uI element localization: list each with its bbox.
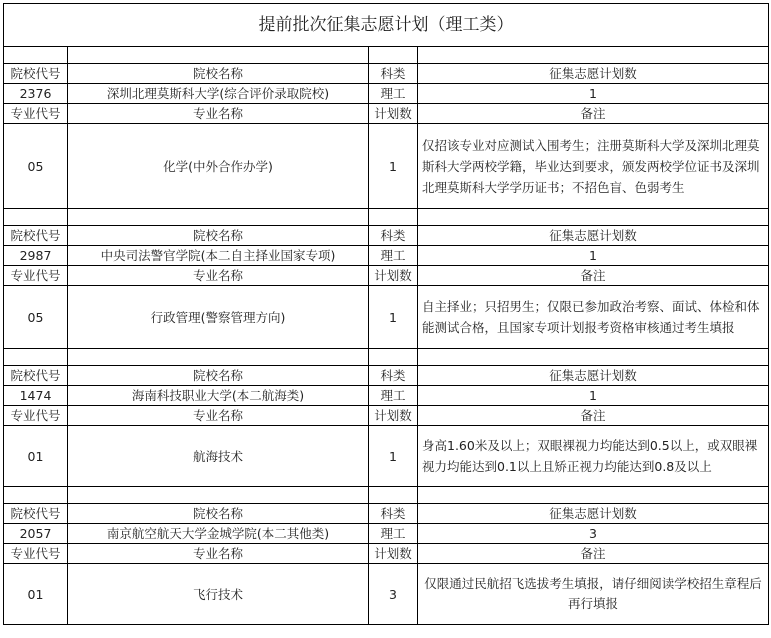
- category-header: 科类: [369, 366, 418, 386]
- remark-header: 备注: [418, 406, 769, 426]
- spacer-row: [4, 209, 769, 226]
- school-code: 2987: [4, 246, 68, 266]
- major-count: 1: [369, 124, 418, 209]
- school-category: 理工: [369, 246, 418, 266]
- plan-header: 征集志愿计划数: [418, 226, 769, 246]
- school-plan: 1: [418, 246, 769, 266]
- school-plan: 3: [418, 524, 769, 544]
- plan-header: 征集志愿计划数: [418, 366, 769, 386]
- major-header-row: [4, 266, 769, 286]
- plan-count-header: 计划数: [369, 406, 418, 426]
- major-code-header: 专业代号: [4, 104, 68, 124]
- major-row: [4, 286, 769, 349]
- major-row: [4, 564, 769, 625]
- major-name: 飞行技术: [68, 564, 369, 625]
- major-remark: 仅限通过民航招飞选拔考生填报，请仔细阅读学校招生章程后再行填报: [418, 564, 769, 625]
- major-name: 化学(中外合作办学): [68, 124, 369, 209]
- school-code-header: 院校代号: [4, 366, 68, 386]
- school-name: 中央司法警官学院(本二自主择业国家专项): [68, 246, 369, 266]
- school-row: [4, 524, 769, 544]
- school-name: 海南科技职业大学(本二航海类): [68, 386, 369, 406]
- spacer-row: [4, 349, 769, 366]
- school-code-header: 院校代号: [4, 64, 68, 84]
- school-code: 2376: [4, 84, 68, 104]
- school-plan: 1: [418, 84, 769, 104]
- school-row: [4, 386, 769, 406]
- plan-table: [3, 3, 769, 625]
- school-code-header: 院校代号: [4, 504, 68, 524]
- plan-count-header: 计划数: [369, 544, 418, 564]
- plan-header: 征集志愿计划数: [418, 504, 769, 524]
- major-code-header: 专业代号: [4, 406, 68, 426]
- major-remark: 身高1.60米及以上；双眼裸视力均能达到0.5以上，或双眼裸视力均能达到0.1以上且矫正视力均能达到0.8及以上: [418, 426, 769, 487]
- school-name-header: 院校名称: [68, 366, 369, 386]
- school-code-header: 院校代号: [4, 226, 68, 246]
- major-name-header: 专业名称: [68, 544, 369, 564]
- school-name-header: 院校名称: [68, 226, 369, 246]
- school-category: 理工: [369, 524, 418, 544]
- plan-header: 征集志愿计划数: [418, 64, 769, 84]
- major-name: 航海技术: [68, 426, 369, 487]
- school-name: 深圳北理莫斯科大学(综合评价录取院校): [68, 84, 369, 104]
- major-row: [4, 124, 769, 209]
- remark-header: 备注: [418, 544, 769, 564]
- major-row: [4, 426, 769, 487]
- plan-count-header: 计划数: [369, 266, 418, 286]
- school-header-row: [4, 504, 769, 524]
- major-name-header: 专业名称: [68, 406, 369, 426]
- school-category: 理工: [369, 84, 418, 104]
- school-header-row: [4, 64, 769, 84]
- school-row: [4, 84, 769, 104]
- school-plan: 1: [418, 386, 769, 406]
- school-code: 1474: [4, 386, 68, 406]
- major-remark: 自主择业；只招男生；仅限已参加政治考察、面试、体检和体能测试合格，且国家专项计划报考资格审核通过考生填报: [418, 286, 769, 349]
- major-name-header: 专业名称: [68, 266, 369, 286]
- remark-header: 备注: [418, 266, 769, 286]
- major-name: 行政管理(警察管理方向): [68, 286, 369, 349]
- major-code: 05: [4, 124, 68, 209]
- major-header-row: [4, 104, 769, 124]
- major-code: 05: [4, 286, 68, 349]
- major-header-row: [4, 544, 769, 564]
- school-code: 2057: [4, 524, 68, 544]
- school-name-header: 院校名称: [68, 64, 369, 84]
- major-code: 01: [4, 564, 68, 625]
- school-row: [4, 246, 769, 266]
- school-header-row: [4, 366, 769, 386]
- major-code: 01: [4, 426, 68, 487]
- major-count: 1: [369, 286, 418, 349]
- school-header-row: [4, 226, 769, 246]
- category-header: 科类: [369, 226, 418, 246]
- plan-count-header: 计划数: [369, 104, 418, 124]
- remark-header: 备注: [418, 104, 769, 124]
- spacer-row: [4, 487, 769, 504]
- major-count: 1: [369, 426, 418, 487]
- category-header: 科类: [369, 64, 418, 84]
- major-name-header: 专业名称: [68, 104, 369, 124]
- major-code-header: 专业代号: [4, 544, 68, 564]
- school-category: 理工: [369, 386, 418, 406]
- school-name: 南京航空航天大学金城学院(本二其他类): [68, 524, 369, 544]
- major-remark: 仅招该专业对应测试入围考生；注册莫斯科大学及深圳北理莫斯科大学两校学籍，毕业达到要求，颁发两校学位证书及深圳北理莫斯科大学学历证书；不招色盲、色弱考生: [418, 124, 769, 209]
- page-title: 提前批次征集志愿计划（理工类）: [4, 4, 769, 47]
- school-name-header: 院校名称: [68, 504, 369, 524]
- category-header: 科类: [369, 504, 418, 524]
- major-count: 3: [369, 564, 418, 625]
- major-code-header: 专业代号: [4, 266, 68, 286]
- spacer-row: [4, 47, 769, 64]
- major-header-row: [4, 406, 769, 426]
